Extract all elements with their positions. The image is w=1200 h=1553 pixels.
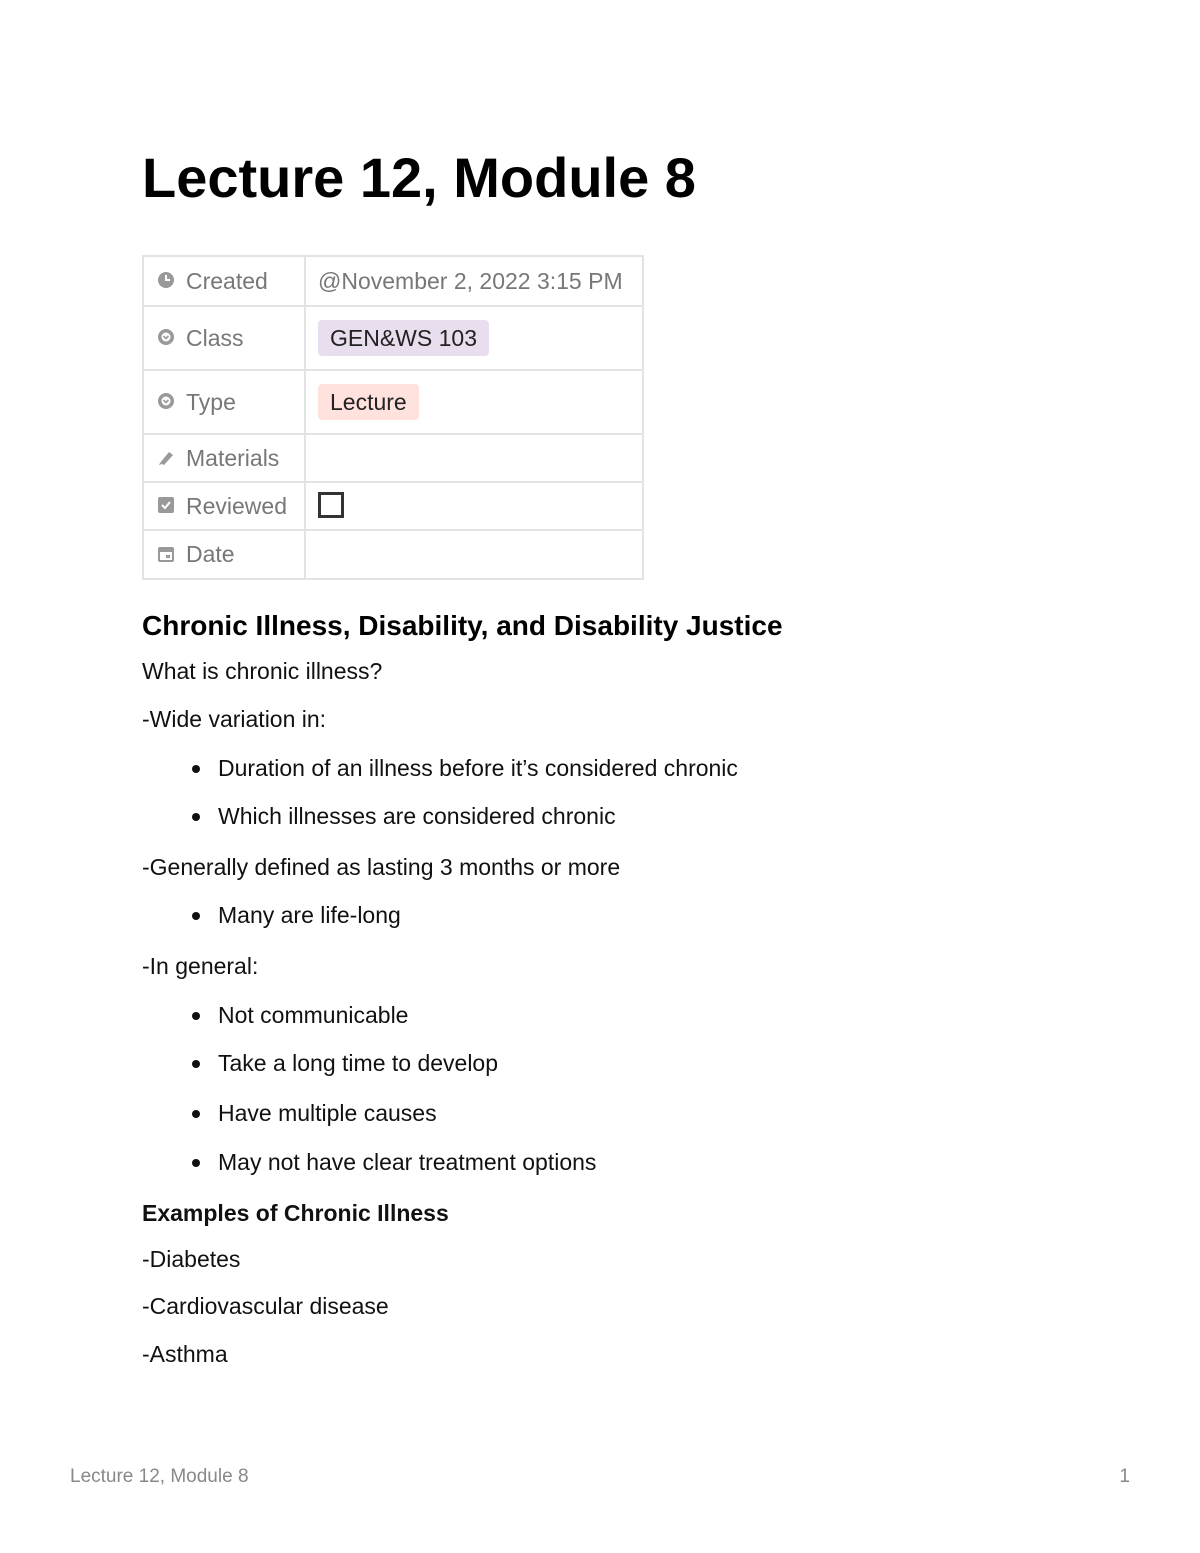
attachment-icon [156,447,176,467]
class-tag[interactable]: GEN&WS 103 [318,320,489,356]
variation-intro: -Wide variation in: [142,706,327,732]
page-number: 1 [1119,1466,1130,1487]
defined-text: -Generally defined as lasting 3 months or more [142,854,621,880]
property-row-reviewed [143,482,643,530]
example-item: -Cardiovascular disease [142,1293,389,1319]
property-label-class: Class [186,324,244,351]
list-item: May not have clear treatment options [218,1149,597,1175]
type-tag[interactable]: Lecture [318,384,419,420]
list-item: Duration of an illness before it’s considered chronic [218,755,738,781]
property-label-reviewed: Reviewed [186,492,287,519]
date-value[interactable] [305,530,643,579]
list-item: Many are life-long [218,902,401,928]
list-item: Take a long time to develop [218,1050,499,1076]
example-item: -Asthma [142,1341,228,1367]
property-label-date: Date [186,541,235,567]
general-intro: -In general: [142,953,259,979]
property-label-created: Created [186,267,268,294]
page-title: Lecture 12, Module 8 [142,146,696,209]
question-text: What is chronic illness? [142,658,383,684]
property-row-class [143,306,643,370]
select-icon [156,327,176,347]
list-item: Which illnesses are considered chronic [218,803,616,829]
property-row-type [143,370,643,434]
footer-doc-title: Lecture 12, Module 8 [70,1466,249,1487]
materials-value[interactable] [305,434,643,482]
property-row-materials [143,434,643,482]
property-label-materials: Materials [186,444,280,471]
property-label-type: Type [186,388,236,415]
property-row-created [143,256,643,306]
properties-table [142,255,644,580]
reviewed-checkbox[interactable] [318,492,344,518]
examples-heading: Examples of Chronic Illness [142,1200,449,1226]
created-date[interactable]: @November 2, 2022 3:15 PM [318,267,623,294]
list-item: Not communicable [218,1002,409,1028]
property-row-date [143,530,643,579]
checkbox-property-icon [156,495,176,515]
calendar-icon [156,544,176,564]
select-icon [156,391,176,411]
section-heading: Chronic Illness, Disability, and Disability Justice [142,610,783,641]
clock-icon [156,270,176,290]
example-item: -Diabetes [142,1246,241,1272]
list-item: Have multiple causes [218,1100,437,1126]
